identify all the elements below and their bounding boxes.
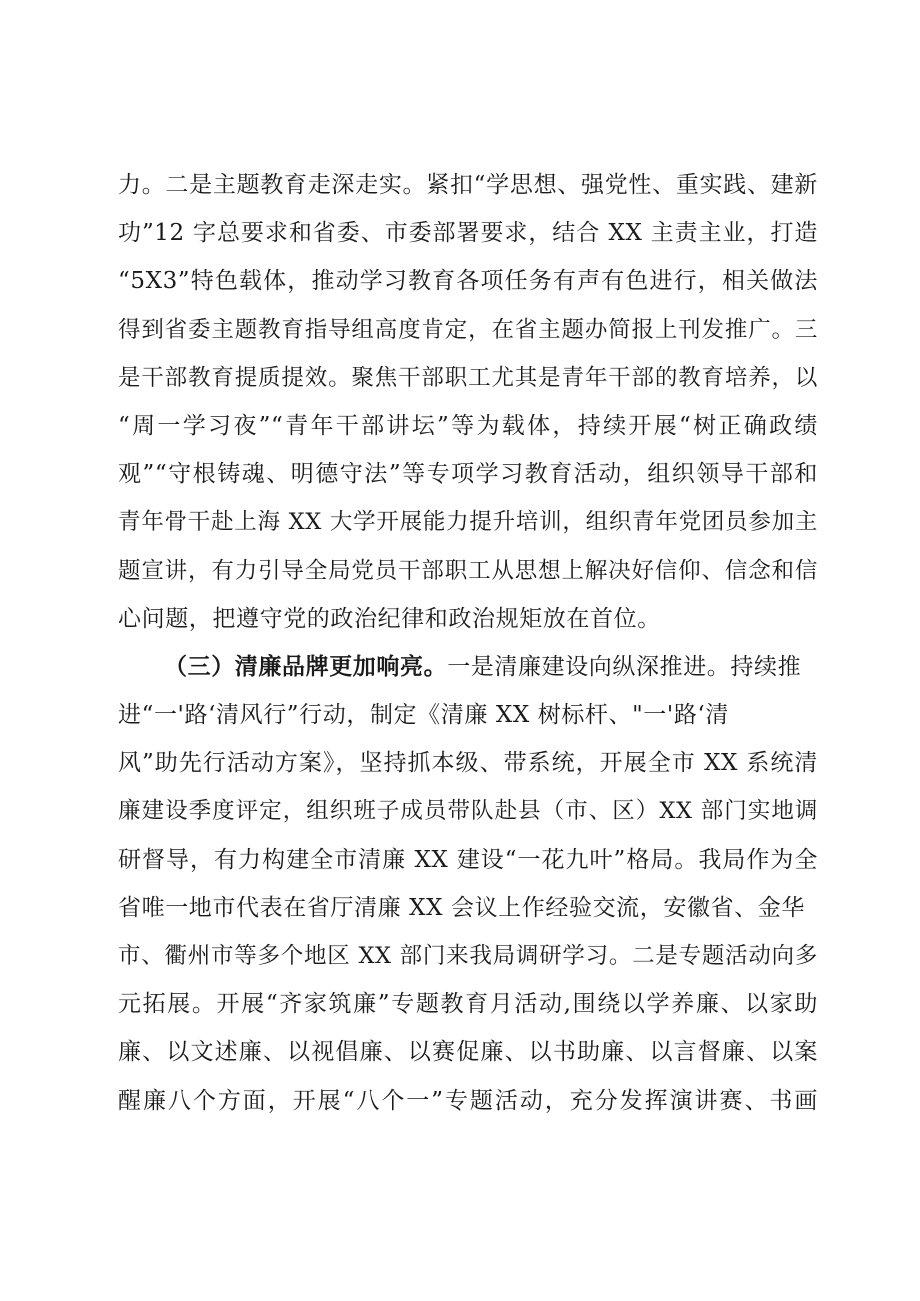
text-line: 功”12 字总要求和省委、市委部署要求，结合 XX 主责主业，打造 [118, 220, 818, 247]
text-line: 得到省委主题教育指导组高度肯定，在省主题办简报上刊发推广。三 [118, 316, 818, 343]
text-line: “周一学习夜”“青年干部讲坛”等为载体，持续开展“树正确政绩 [118, 412, 818, 439]
text-line: 省唯一地市代表在省厅清廉 XX 会议上作经验交流，安徽省、金华 [118, 894, 805, 921]
text-line: 廉、以文述廉、以视倡廉、以赛促廉、以书助廉、以言督廉、以案 [118, 1039, 818, 1066]
text-line: 醒廉八个方面，开展“八个一”专题活动，充分发挥演讲赛、书画 [118, 1087, 818, 1114]
text-line: 心问题，把遵守党的政治纪律和政治规矩放在首位。 [118, 605, 661, 632]
text-line: 研督导，有力构建全市清廉 XX 建设“一花九叶”格局。我局作为全 [118, 846, 818, 873]
paragraph-2 [118, 643, 818, 1125]
text-line: 观”“守根铸魂、明德守法”等专项学习教育活动，组织领导干部和 [118, 461, 818, 488]
heading-followup-text: 一是清廉建设向纵深推进。持续推 [447, 653, 802, 680]
text-line: 元拓展。开展“齐家筑廉”专题教育月活动,围绕以学养廉、以家助 [118, 991, 818, 1018]
text-line: 青年骨干赴上海 XX 大学开展能力提升培训，组织青年党团员参加主 [118, 509, 818, 536]
text-line: 廉建设季度评定，组织班子成员带队赴县（市、区）XX 部门实地调 [118, 798, 818, 825]
text-line: 风”助先行活动方案》，坚持抓本级、带系统，开展全市 XX 系统清 [118, 750, 818, 777]
text-line: 题宣讲，有力引导全局党员干部职工从思想上解决好信仰、信念和信 [118, 557, 818, 584]
text-line: 进“一'路‘清风行”行动，制定《清廉 XX 树标杆、"一'路‘清 [118, 702, 729, 729]
text-line: 力。二是主题教育走深走实。紧扣“学思想、强党性、重实践、建新 [118, 172, 818, 198]
text-line: “5X3”特色载体，推动学习教育各项任务有声有色进行，相关做法 [118, 268, 818, 295]
document-body [118, 161, 818, 1125]
text-line: 是干部教育提质提效。聚焦干部职工尤其是青年干部的教育培养，以 [118, 364, 818, 391]
section-heading: （三）清廉品牌更加响亮。 [164, 652, 448, 680]
paragraph-1 [118, 161, 818, 643]
text-line: 市、衢州市等多个地区 XX 部门来我局调研学习。二是专题活动向多 [118, 943, 818, 969]
paragraph-first-line [118, 643, 818, 691]
